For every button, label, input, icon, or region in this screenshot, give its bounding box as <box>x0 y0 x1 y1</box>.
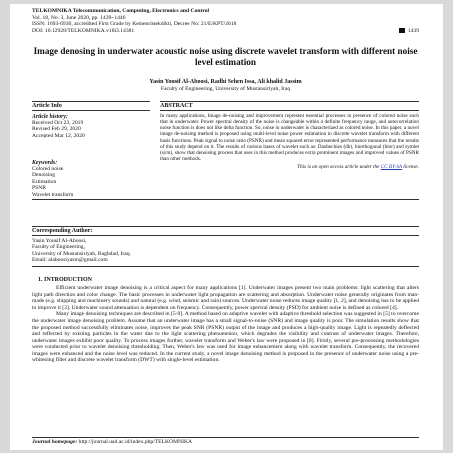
journal-doi: DOI: 10.12928/TELKOMNIKA.v18i3.14381 <box>32 28 135 35</box>
corresponding-line: University of Mustansiriyah, Baghdad, Iraq. <box>32 250 131 257</box>
section-divider <box>32 199 419 200</box>
page-footer <box>32 437 419 445</box>
keyword: PSNR <box>32 185 46 192</box>
article-history-list <box>32 120 150 140</box>
journal-logo-icon <box>399 28 405 33</box>
keyword: Wavelet transform <box>32 191 74 198</box>
license-text: This is an open access article under the <box>297 164 380 171</box>
corresponding-author <box>32 226 419 264</box>
journal-header <box>32 8 419 35</box>
history-accepted: Accepted Mar 12, 2020 <box>32 133 85 139</box>
page-number-group <box>399 28 419 35</box>
introduction-paragraph: Many image denoising techniques are described in [5-9]. A method based on adaptive wavelet with adaptive threshold selection was suggested in [5] to overcome the underwater image denoising problem. Assume that an underwater image has a small signal-to-noise (SNR) and image quality is poor. The simulation results show that the proposed method successfully eliminates noise, improves the peak SNR (PSNR) output of the image and produces a high-quality image. Light is repeatedly deflected and reflected by existing particles in the water due to the light scattering phenomenon, which degrades the visibility and contrast of underwater images. Therefore, underwater images exhibit poor quality. To process images further, wavelet transform and Weber's law were proposed in [8]. Firstly, several pre-processing methodologies were conducted prior to wavelet denoising thresholding. Then, Weber's law was used for image enhancement along with wavelet transform. Consequently, the recovered images were enhanced and the noise level was reduced. In the current study, a novel image denoising method is proposed in the presence of underwater noise using a pre-whitening filter and discrete wavelet transform (DWT) with single-level estimation. <box>32 311 419 364</box>
history-revised: Revised Feb 29, 2020 <box>32 126 81 133</box>
section-divider <box>32 266 419 267</box>
article-info-column <box>32 101 150 199</box>
abstract-column <box>160 101 419 199</box>
corresponding-line: Faculty of Engineering, <box>32 244 85 251</box>
keywords-label: Keywords: <box>32 159 58 166</box>
keyword: Estimation <box>32 178 57 185</box>
paper-title: Image denosing in underwater acoustic noise using discrete wavelet transform with different noise level estimation <box>33 45 418 67</box>
abstract-heading: ABSTRACT <box>160 101 419 111</box>
introduction-body <box>32 285 419 364</box>
abstract-text: In many applications, Image de-noising and improvement represent essential processes in presence of colored noise such that in underwater. Power spectral density of the noise is changeable within a definite frequency range, and autocorrelation noise function is does not like delta function. So, noise in underwater is characterized as colored noise. In this paper, a novel image de-noising method is proposed using multi-level noise power estimation in discrete wavelet transform with different basis functions. Peak signal to noise ratio (PSNR) and mean squared error represented performance measures that the results of this study depend on it. The results of various bases of wavelet such as: Daubechies (db), biorthogonal (bior) and symlet (sym), show that denoising process that uses in this method produces extra prominent images and improved values of PSNR than other methods. <box>160 112 419 163</box>
license-link[interactable]: CC BY-SA <box>380 164 402 171</box>
corresponding-heading: Corresponding Author: <box>32 226 419 236</box>
journal-issn: ISSN: 1693-6930, accredited First Grade by Kemenristekdikti, Decree No: 21/E/KPT/2018 <box>32 21 237 28</box>
paper-affiliation: Faculty of Engineering, University of Mustansiriyah, Iraq <box>160 85 291 92</box>
corresponding-line: Yasin Yousif Al-Aboosi, <box>32 237 87 244</box>
journal-volume: Vol. 18, No. 3, June 2020, pp. 1439~1446 <box>32 14 126 21</box>
introduction-heading: 1. INTRODUCTION <box>38 276 93 283</box>
history-received: Received Oct 23, 2019 <box>32 119 84 126</box>
journal-name: TELKOMNIKA Telecommunication, Computing, Electronics and Control <box>32 8 210 14</box>
corresponding-email: Email: alaboosiyasin@gmail.com <box>32 257 108 264</box>
info-abstract-section <box>32 101 419 199</box>
introduction-paragraph: Efficient underwater image denoising is a critical aspect for many applications [1]. Underwater images present two main problems: light scattering that alters light path direction and color change. The basic processes in underwater light propagation are scattering and absorption. Underwater noise generally originates from man-made (e.g. shipping and machinery sounds) and natural (e.g. wind, seismic and rain) sources. Underwater noise reduces image quality [1, 2], and denoising has to be applied to improve it [3]. Underwater sound attenuation is dependent on frequency. Consequently, power spectral density (PSD) for ambient noise is defined as colored [4]. <box>32 284 419 311</box>
paper-page <box>10 4 443 450</box>
keywords-list <box>32 166 150 199</box>
footer-url[interactable]: http://journal.uad.ac.id/index.php/TELKOMNIKA <box>78 439 193 445</box>
paper-authors: Yasin Yousif Al-Aboosi, Radhi Sehen Issa, Ali khalid Jassim <box>149 78 302 85</box>
footer-label: Journal homepage: <box>32 439 78 445</box>
article-info-heading: Article Info <box>32 101 150 111</box>
article-history-label: Article history: <box>32 113 68 120</box>
page-number: 1439 <box>407 28 419 35</box>
keyword: Denoising <box>32 172 55 179</box>
license-line <box>160 164 419 170</box>
keyword: Colored noise <box>32 165 64 172</box>
license-end: license. <box>403 164 419 171</box>
